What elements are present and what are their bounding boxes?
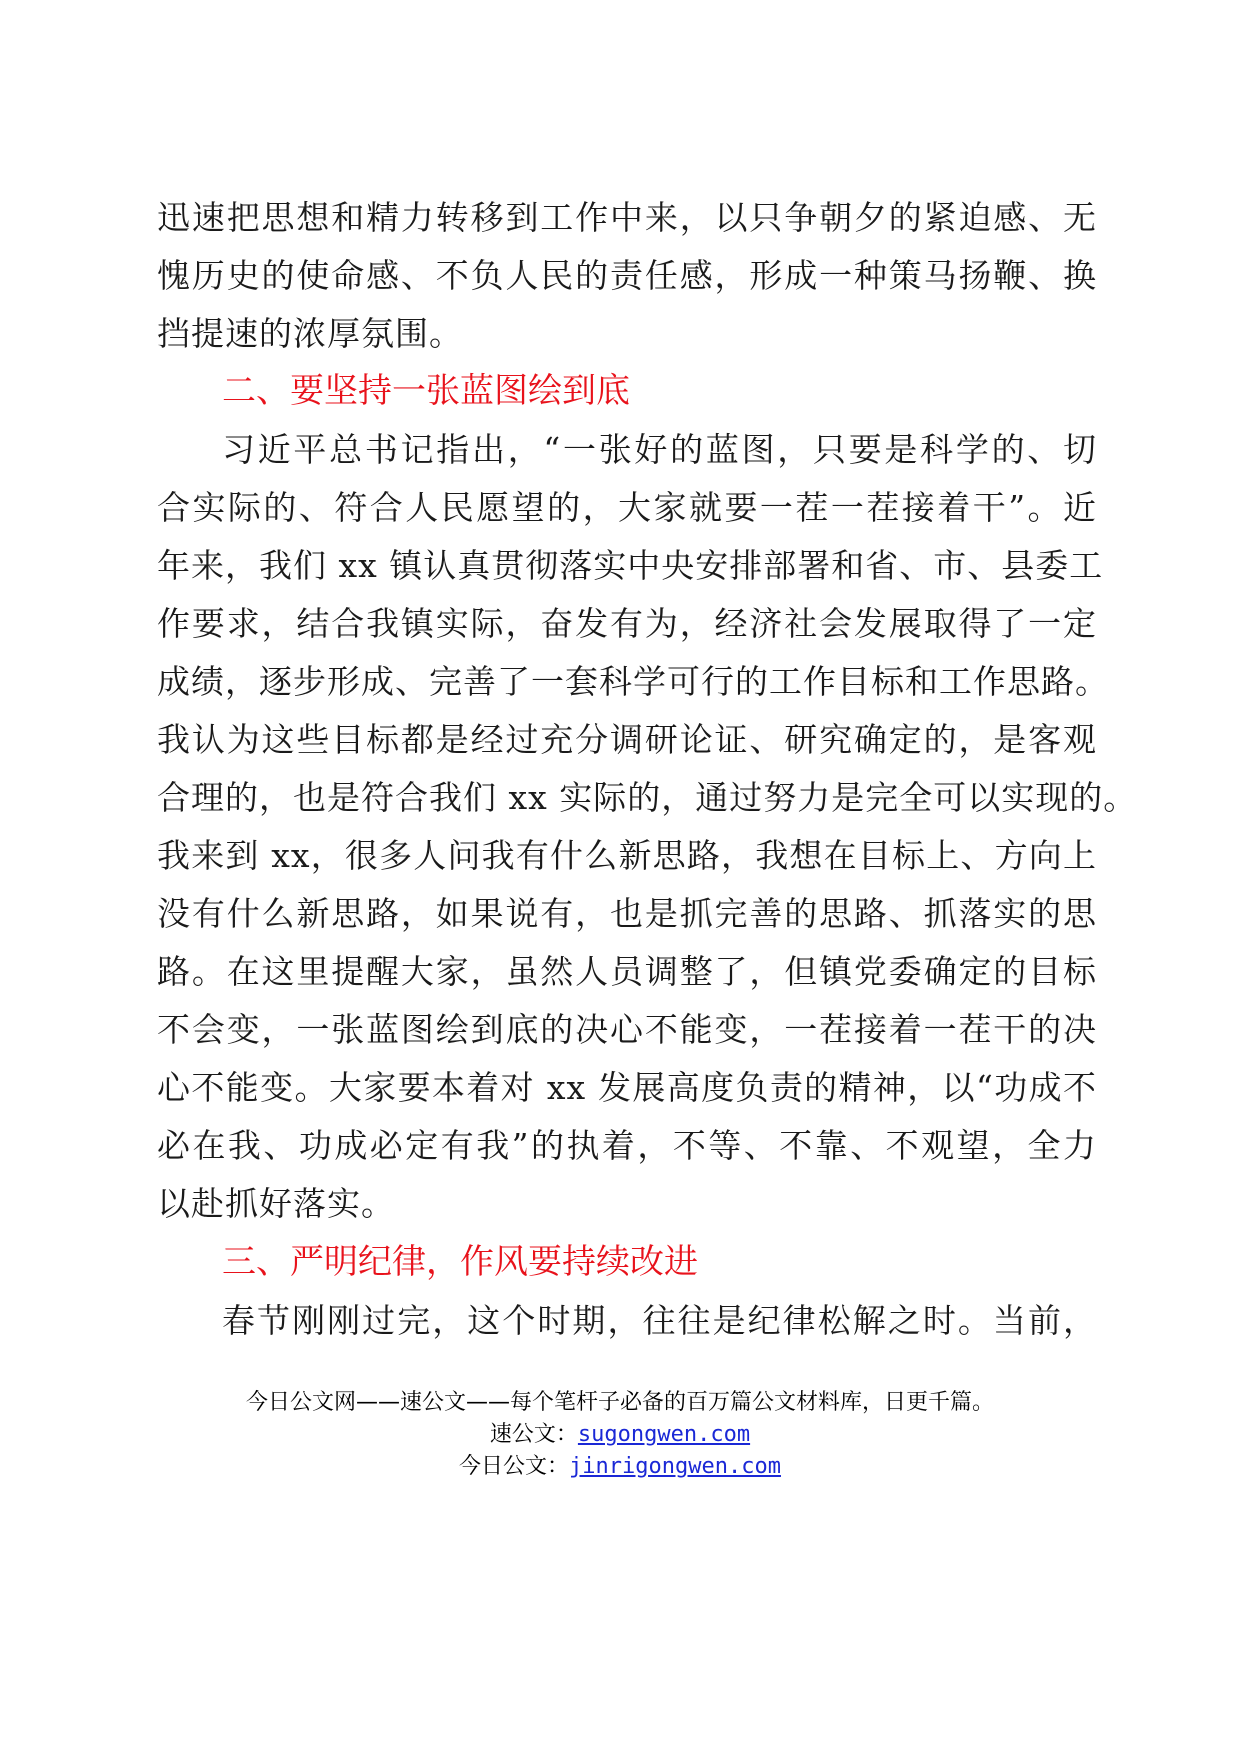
paragraph-line: 愧历史的使命感、不负人民的责任感，形成一种策马扬鞭、换: [157, 256, 1097, 295]
footer-sugongwen: [0, 1420, 1240, 1450]
jinrigongwen-link[interactable]: jinrigongwen.com: [569, 1454, 781, 1479]
paragraph-line: 合理的，也是符合我们 xx 实际的，通过努力是完全可以实现的。: [157, 778, 1138, 817]
paragraph-line: 迅速把思想和精力转移到工作中来，以只争朝夕的紧迫感、无: [157, 198, 1097, 237]
paragraph-line: 不会变，一张蓝图绘到底的决心不能变，一茬接着一茬干的决: [157, 1010, 1097, 1049]
paragraph-line: 没有什么新思路，如果说有，也是抓完善的思路、抓落实的思: [157, 894, 1097, 933]
section-heading-3: 三、严明纪律，作风要持续改进: [222, 1242, 698, 1282]
paragraph-line: 挡提速的浓厚氛围。: [157, 314, 463, 353]
sugongwen-link[interactable]: sugongwen.com: [577, 1422, 751, 1447]
paragraph-line: 我来到 xx，很多人问我有什么新思路，我想在目标上、方向上: [157, 836, 1097, 875]
paragraph-line: 合实际的、符合人民愿望的，大家就要一茬一茬接着干”。近: [157, 488, 1097, 527]
paragraph-line: 习近平总书记指出，“一张好的蓝图，只要是科学的、切: [222, 430, 1097, 469]
paragraph-line: 成绩，逐步形成、完善了一套科学可行的工作目标和工作思路。: [157, 662, 1109, 701]
paragraph-line: 年来，我们 xx 镇认真贯彻落实中央安排部署和省、市、县委工: [157, 546, 1104, 585]
footer-slogan: 今日公文网——速公文——每个笔杆子必备的百万篇公文材料库，日更千篇。: [245, 1390, 994, 1415]
paragraph-line: 路。在这里提醒大家，虽然人员调整了，但镇党委确定的目标: [157, 952, 1097, 991]
footer-jinri: [0, 1452, 1240, 1482]
paragraph-line: 心不能变。大家要本着对 xx 发展高度负责的精神，以“功成不: [157, 1068, 1097, 1107]
paragraph-line: 以赴抓好落实。: [157, 1184, 395, 1223]
footer-jinri-label: 今日公文：: [459, 1454, 570, 1479]
paragraph-line: 必在我、功成必定有我”的执着，不等、不靠、不观望，全力: [157, 1126, 1097, 1165]
paragraph-line: 我认为这些目标都是经过充分调研论证、研究确定的，是客观: [157, 720, 1097, 759]
paragraph-line: 春节刚刚过完，这个时期，往往是纪律松解之时。当前，: [222, 1301, 1097, 1340]
section-heading-2: 二、要坚持一张蓝图绘到底: [222, 371, 630, 411]
paragraph-line: 作要求，结合我镇实际，奋发有为，经济社会发展取得了一定: [157, 604, 1097, 643]
footer-sugongwen-label: 速公文：: [489, 1422, 578, 1447]
